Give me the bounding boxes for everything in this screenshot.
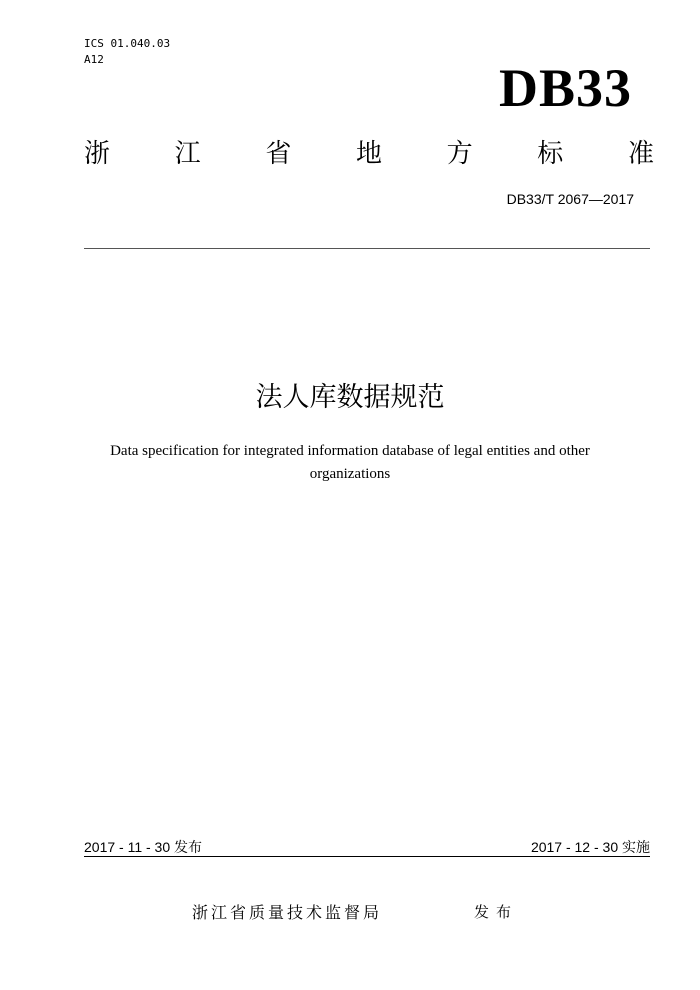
document-title-chinese: 法人库数据规范 [255, 382, 445, 413]
standard-type-char: 准 [627, 139, 654, 169]
standard-type-char: 江 [174, 139, 201, 169]
footer-divider [84, 856, 650, 857]
issuing-authority: 浙江省质量技术监督局 [192, 903, 383, 922]
standard-type-char: 方 [446, 139, 473, 169]
standard-type-char: 浙 [84, 139, 111, 169]
standard-type-char: 地 [355, 139, 382, 169]
implementation-date: 2017 - 12 - 30 实施 [530, 839, 650, 855]
issue-label: 发布 [474, 903, 519, 921]
standard-number: DB33/T 2067—2017 [506, 191, 634, 207]
header-divider [84, 248, 650, 249]
document-title-english: Data specification for integrated information database of legal entities and other organizations [110, 443, 590, 482]
issue-date: 2017 - 11 - 30 发布 [84, 839, 203, 855]
standard-type-heading [84, 134, 654, 174]
db33-logo: DB33 [498, 58, 632, 118]
ics-code: ICS 01.040.03 [84, 37, 171, 50]
standard-type-char: 标 [537, 139, 564, 169]
standard-type-char: 省 [265, 139, 292, 169]
classification-code: A12 [84, 53, 104, 66]
